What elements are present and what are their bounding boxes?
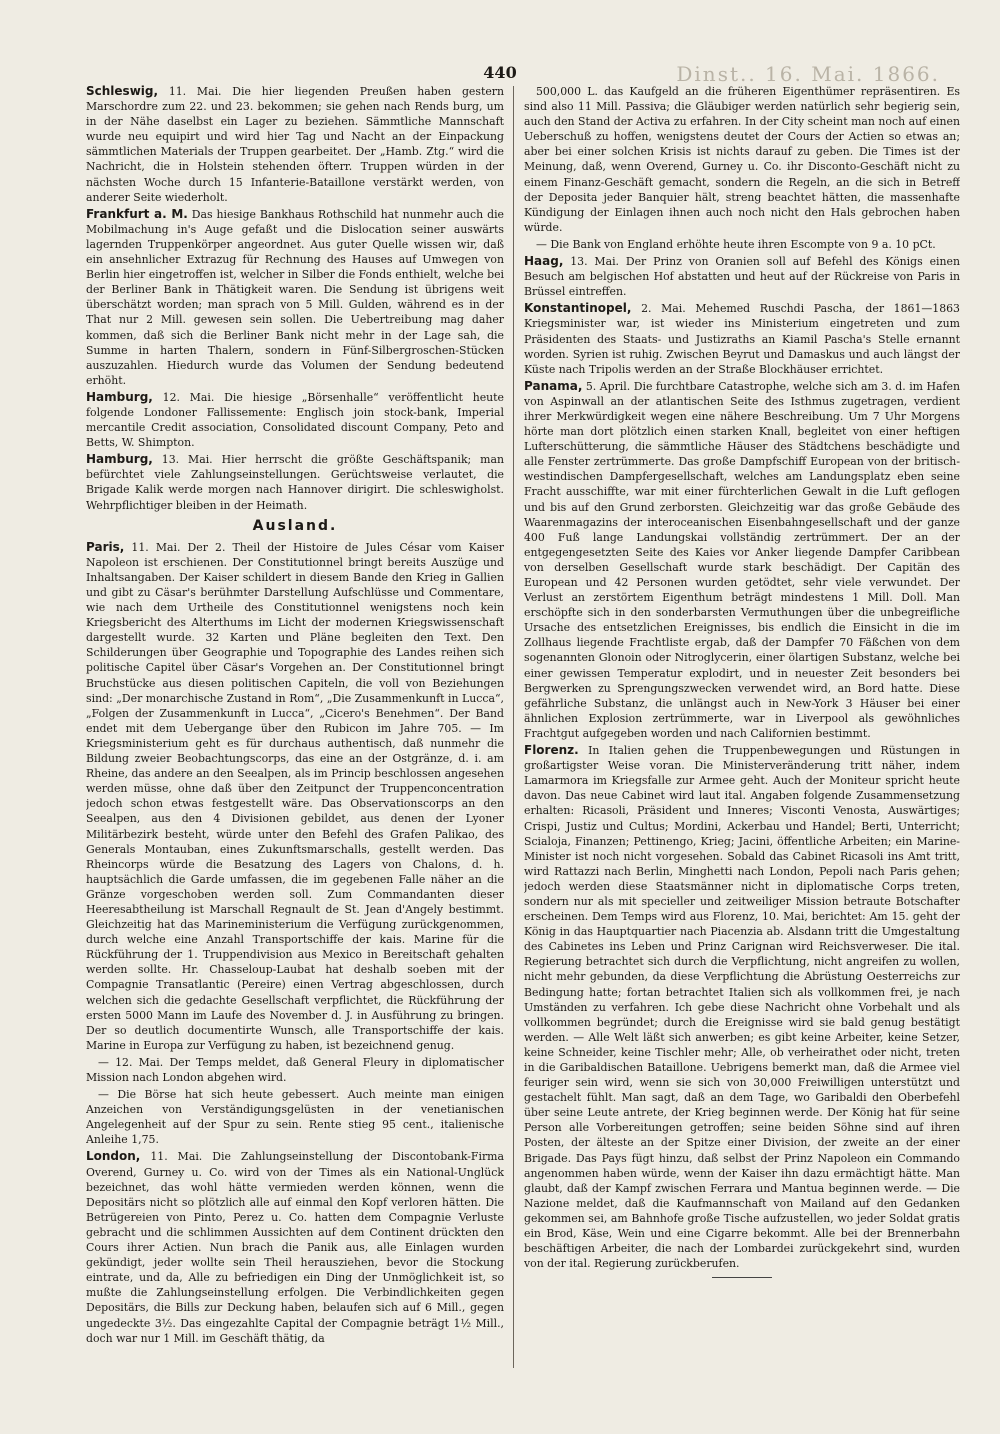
article-text: 500,000 L. das Kaufgeld an die früheren Eigenthümer repräsentiren. Es sind also 11 Mill. Passiva; die Gläubiger werden natürlich sehr begierig sein, auch den Stand der Activa zu erfahren. In der City scheint man noch auf einen Ueberschuß zu hoffen, wenigstens deutet der Cours der Actien so etwas an; aber bei einer solchen Krisis ist nichts darauf zu geben. Die Times ist der Meinung, daß, wenn Overend, Gurney u. Co. ihr Disconto-Geschäft nicht zu einem Finanz-Geschäft gemacht, sondern die Regeln, an die sich in Betreff der Deposita jeder Banquier hält, streng beachtet hätten, die massenhafte Kündigung der Einlagen ihnen auch noch nicht den Hals gebrochen haben würde. <box>524 85 960 234</box>
article-paragraph <box>86 1087 504 1147</box>
section-heading: Ausland. <box>252 517 338 534</box>
article-text: 2. Mai. Mehemed Ruschdi Pascha, der 1861—1863 Kriegsminister war, ist wieder ins Ministerium eingetreten und zum Präsidenten des Staats- und Justizraths an Kiamil Pascha's Stelle ernannt worden. Syrien ist ruhig. Zwischen Beyrut und Damaskus und auch längst der Küste nach Tripolis werden an der Straße Blockhäuser errichtet. <box>524 302 960 376</box>
column-divider <box>513 86 514 1368</box>
dateline-place: Florenz. <box>524 743 579 758</box>
dateline-place: Schleswig, <box>86 84 159 98</box>
article-text: — 12. Mai. Der Temps meldet, daß General Fleury in diplomatischer Mission nach London abgehen wird. <box>86 1055 504 1084</box>
dateline-place: Paris, <box>86 539 125 554</box>
article-paragraph <box>524 301 960 376</box>
article-text: 5. April. Die furchtbare Catastrophe, welche sich am 3. d. im Hafen von Aspinwall an der atlantischen Seite des Isthmus zugetragen, verdient ihrer Merkwürdigkeit wegen eine nähere Beschreibung. Um 7 Uhr Morgens hörte man dort plötzlich einen starken Knall, begleitet von einer heftigen Lufterschütterung, die sämmtliche Häuser des Städtchens beschädigte und alle Fenster zertrümmerte. Das große Dampfschiff European von der britisch-westindischen Dampfergesellschaft, welches am Landungsplatz eben seine Fracht ausschiffte, war mit einer fürchterlichen Gewalt in die Luft geflogen und bis auf den Grund zerborsten. Gleichzeitig war das große Gebäude des Waarenmagazins der interoceanischen Eisenbahngesellschaft und der ganze 400 Fuß lange Landungskai vollständig zertrümmert. Der an der entgegengesetzten Seite des Kaies vor Anker liegende Dampfer Caribbean von derselben Gesellschaft wurde stark beschädigt. Der Capitän des European und 42 Personen wurden getödtet, sehr viele verwundet. Der Verlust an zerstörtem Eigenthum beträgt mindestens 1 Mill. Doll. Man erschöpfte sich in den sonderbarsten Vermuthungen über die unbegreifliche Ursache des entsetzlichen Ereignisses, bis endlich die Einsicht in die im Zollhaus liegende Frachtliste ergab, daß der Dampfer 70 Fäßchen von dem sogenannten Glonoin oder Nitroglycerin, einer ölartigen Substanz, welche bei einer gewissen Temperatur explodirt, und in neuester Zeit besonders bei Bergwerken zu Sprengungszwecken verwendet wird, an Bord hatte. Diese gefährliche Substanz, die unlängst auch in New-York 3 Häuser bei einer ähnlichen Explosion zertrümmerte, war in Liverpool als gewöhnliches Frachtgut aufgegeben worden und nach Californien bestimmt. <box>524 379 960 740</box>
article-text: In Italien gehen die Truppenbewegungen und Rüstungen in großartigster Weise voran. Die Ministerveränderung tritt näher, indem Lamarmora im Kriegsfalle zur Armee geht. Auch der Moniteur spricht heute davon. Das neue Cabinet wird laut ital. Angaben folgende Zusammensetzung erhalten: Ricasoli, Präsident und Inneres; Visconti Venosta, Auswärtiges; Crispi, Justiz und Cultus; Mordini, Ackerbau und Handel; Berti, Unterricht; Scialoja, Finanzen; Pettinengo, Krieg; Jacini, öffentliche Arbeiten; ein Marine-Minister ist noch nicht vorgesehen. Sobald das Cabinet Ricasoli ins Amt tritt, wird Rattazzi nach Berlin, Minghetti nach London, Pepoli nach Paris gehen; jedoch werden diese Staatsmänner nicht in diplomatische Corps treten, sondern nur als mit specieller und zeitweiliger Mission betraute Botschafter erscheinen. Dem Temps wird aus Florenz, 10. Mai, berichtet: Am 15. geht der König in das Hauptquartier nach Piacenzia ab. Alsdann tritt die Umgestaltung des Cabinetes ins Leben und Prinz Carignan wird Reichsverweser. Die ital. Regierung betrachtet sich durch die Verpflichtung, nicht angreifen zu wollen, nicht mehr gebunden, da diese Verpflichtung die Abrüstung Oesterreichs zur Bedingung hatte; fortan betrachtet Italien sich als vollkommen frei, je nach Umständen zu verfahren. Ich gebe diese Nachricht ohne Vorbehalt und als vollkommen begründet; durch die Ereignisse wird sie bald genug bestätigt werden. — Alle Welt läßt sich anwerben; es gibt keine Arbeiter, keine Setzer, keine Schneider, keine Tischler mehr; Alle, ob verheirathet oder nicht, treten in die Garibaldischen Bataillone. Uebrigens bemerkt man, daß die Armee viel feuriger sein wird, wenn sie sich von 30,000 Freiwilligen unterstützt und gestachelt fühlt. Man sagt, daß an dem Tage, wo Garibaldi den Oberbefehl über seine Leute antrete, der Krieg beginnen werde. Der König hat für seine Person alle Vorbereitungen getroffen; seine beiden Söhne sind auf ihren Posten, der älteste an der Spitze einer Division, der zweite an der einer Brigade. Das Pays fügt hinzu, daß selbst der Prinz Napoleon ein Commando angenommen haben würde, wenn der Kaiser ihn dazu ermächtigt hätte. Man glaubt, daß der Kampf zwischen Ferrara und Mantua beginnen werde. — Die Nazione meldet, daß die Kaufmannschaft von Mailand auf den Gedanken gekommen sei, am Bahnhofe große Tische aufzustellen, wo jeder Soldat gratis ein Brod, Käse, Wein und eine Cigarre bekommt. Alle bei der Brennerbahn beschäftigen Arbeiter, die nach der Lombardei zurückgekehrt sind, wurden von der ital. Regierung zurückberufen. <box>524 744 960 1271</box>
article-text: 12. Mai. Die hiesige „Börsenhalle“ veröffentlicht heute folgende Londoner Fallissemente: Englisch join stock-bank, Imperial mercantile Credit association, Consolidated discount Company, Peto and Betts, W. Shimpton. <box>86 390 504 450</box>
article-paragraph <box>86 84 504 205</box>
article-text: 13. Mai. Der Prinz von Oranien soll auf Befehl des Königs einen Besuch am belgischen Hof abstatten und heut auf der Rückreise von Paris in Brüssel eintreffen. <box>524 255 960 299</box>
article-paragraph <box>86 452 504 512</box>
article-text: 11. Mai. Die hier liegenden Preußen haben gestern Marschordre zum 22. und 23. bekommen; sie gehen nach Rends burg, um in der Nähe daselbst ein Lager zu beziehen. Sämmtliche Mannschaft wurde neu equipirt und wird hier Tag und Nacht an der Einpackung sämmtlichen Materials der Truppen gearbeitet. Der „Hamb. Ztg.“ wird die Nachricht, die in Holstein stehenden öfterr. Truppen würden in der nächsten Woche durch 15 Infanterie-Bataillone verstärkt werden, von anderer Seite wiederholt. <box>86 85 504 204</box>
article-paragraph <box>524 743 960 1271</box>
article-paragraph <box>86 1149 504 1345</box>
article-text: 11. Mai. Die Zahlungseinstellung der Discontobank-Firma Overend, Gurney u. Co. wird von der Times als ein National-Unglück bezeichnet, das wohl hätte vermieden werden können, wenn die Depositärs nicht so plötzlich alle auf einmal den Kopf verloren hätten. Die Betrügereien von Pinto, Perez u. Co. hatten dem Compagnie Verluste gebracht und die schlimmen Aussichten auf dem Continent drückten den Cours ihrer Actien. Nun brach die Panik aus, alle Einlagen wurden gekündigt, jeder wollte sein Theil herausziehen, bevor die Stockung eintrate, und da, Alle zu befriedigen ein Ding der Unmöglichkeit ist, so mußte die Zahlungseinstellung erfolgen. Die Verbindlichkeiten gegen Depositärs, die Bills zur Deckung haben, belaufen sich auf 6 Mill., gegen ungedeckte 3½. Das eingezahlte Capital der Compagnie beträgt 1½ Mill., doch war nur 1 Mill. im Geschäft thätig, da <box>86 1150 504 1345</box>
article-paragraph <box>86 390 504 450</box>
article-paragraph <box>524 237 960 252</box>
left-column <box>86 84 504 1374</box>
page-number: 440 <box>483 63 517 82</box>
dateline-place: London, <box>86 1149 141 1164</box>
end-rule <box>712 1277 772 1278</box>
dateline-place: Frankfurt a. M. <box>86 206 188 221</box>
article-paragraph <box>86 1055 504 1085</box>
dateline-place: Hamburg, <box>86 389 153 404</box>
article-text: 13. Mai. Hier herrscht die größte Geschäftspanik; man befürchtet viele Zahlungseinstellungen. Gerüchtsweise verlautet, die Brigade Kalik werde morgen nach Hannover dirigirt. Die schleswigholst. Wehrpflichtiger bleiben in der Heimath. <box>86 453 504 512</box>
dateline-place: Hamburg, <box>86 452 153 467</box>
article-text: — Die Börse hat sich heute gebessert. Auch meinte man einigen Anzeichen von Verständigungsgelüsten in der venetianischen Angelegenheit auf der Spur zu sein. Rente stieg 95 cent., italienische Anleihe 1,75. <box>86 1088 504 1147</box>
right-column <box>524 84 960 1394</box>
dateline-place: Panama, <box>524 378 583 393</box>
article-text: 11. Mai. Der 2. Theil der Histoire de Jules César vom Kaiser Napoleon ist erschienen. Der Constitutionnel bringt bereits Auszüge und Inhaltsangaben. Der Kaiser schildert in diesem Bande den Krieg in Gallien und gibt zu Cäsar's berühmter Darstellung Aufschlüsse und Commentare, wie nach dem Urtheile des Constitutionnel wenigstens noch kein Kriegsbericht des Alterthums im Licht der modernen Kriegswissenschaft dargestellt wurde. 32 Karten und Pläne begleiten den Text. Den Schilderungen über Geographie und Topographie des Landes reihen sich politische Capitel über Cäsar's Vorgehen an. Der Constitutionnel bringt Bruchstücke aus diesen politischen Capiteln, die voll von Beziehungen sind: „Der monarchische Zustand in Rom“, „Die Zusammenkunft in Lucca“, „Folgen der Zusammenkunft in Lucca“, „Cicero's Benehmen“. Der Band endet mit dem Uebergange über den Rubicon im Jahre 705. — Im Kriegsministerium geht es für durchaus authentisch, daß nunmehr die Bildung zweier Beobachtungscorps, das eine an der Ostgränze, d. i. am Rheine, das andere an den Seealpen, als im Princip beschlossen angesehen werden müsse, ohne daß über den Zeitpunct der Truppenconcentration jedoch schon etwas festgestellt wäre. Das Observationscorps an den Seealpen, aus den 4 Divisionen gebildet, aus denen der Lyoner Militärbezirk besteht, würde unter den Befehl des Grafen Palikao, des Generals Montauban, eines Zukunftsmarschalls, gestellt werden. Das Rheincorps würde die Besatzung des Lagers von Chalons, d. h. hauptsächlich die Garde umfassen, die im gegebenen Falle näher an die Gränze vorgeschoben werden soll. Zum Commandanten dieser Heeresabtheilung ist Marschall Regnault de St. Jean d'Angely bestimmt. Gleichzeitig hat das Marineministerium die Verfügung zurückgenommen, durch welche eine Anzahl Transportschiffe der kais. Marine für die Rückführung der 1. Truppendivision aus Mexico in Bereitschaft gehalten werden sollte. Hr. Chasseloup-Laubat hat deshalb soeben mit der Compagnie Transatlantic (Pereire) einen Vertrag abgeschlossen, durch welchen sich die gedachte Gesellschaft verpflichtet, die Rückführung der ersten 5000 Mann im Laufe des November d. J. in Ausführung zu bringen. Der so deutlich documentirte Wunsch, alle Transportschiffe der kais. Marine in Europa zur Verfügung zu haben, ist bezeichnend genug. <box>86 540 504 1052</box>
article-paragraph <box>524 254 960 299</box>
article-paragraph <box>524 84 960 235</box>
bleed-through-text: Dinst.. 16. Mai. 1866. <box>676 62 940 86</box>
article-paragraph <box>524 379 960 741</box>
article-paragraph <box>86 540 504 1053</box>
article-text: Das hiesige Bankhaus Rothschild hat nunmehr auch die Mobilmachung in's Auge gefaßt und die Dislocation seiner auswärts lagernden Truppenkörper angeordnet. Aus guter Quelle wissen wir, daß ein ansehnlicher Extrazug für Rechnung des Hauses auf Umwegen von Berlin hier eingetroffen ist, welcher in Silber die Fonds enthielt, welche bei der Berliner Bank in Thätigkeit waren. Die Sendung ist übrigens weit überschätzt worden; man sprach von 5 Mill. Gulden, während es in der That nur 2 Mill. gewesen sein sollen. Die Uebertreibung mag daher kommen, daß sich die Berliner Bank nicht mehr in der Lage sah, die Summe in harten Thalern, sondern in Fünf-Silbergroschen-Stücken auszuzahlen. Hiedurch wurde das Volumen der Sendung bedeutend erhöht. <box>86 207 504 387</box>
article-text: — Die Bank von England erhöhte heute ihren Escompte von 9 a. 10 pCt. <box>536 237 936 251</box>
dateline-place: Haag, <box>524 254 564 269</box>
article-paragraph <box>86 207 504 388</box>
dateline-place: Konstantinopel, <box>524 301 632 316</box>
